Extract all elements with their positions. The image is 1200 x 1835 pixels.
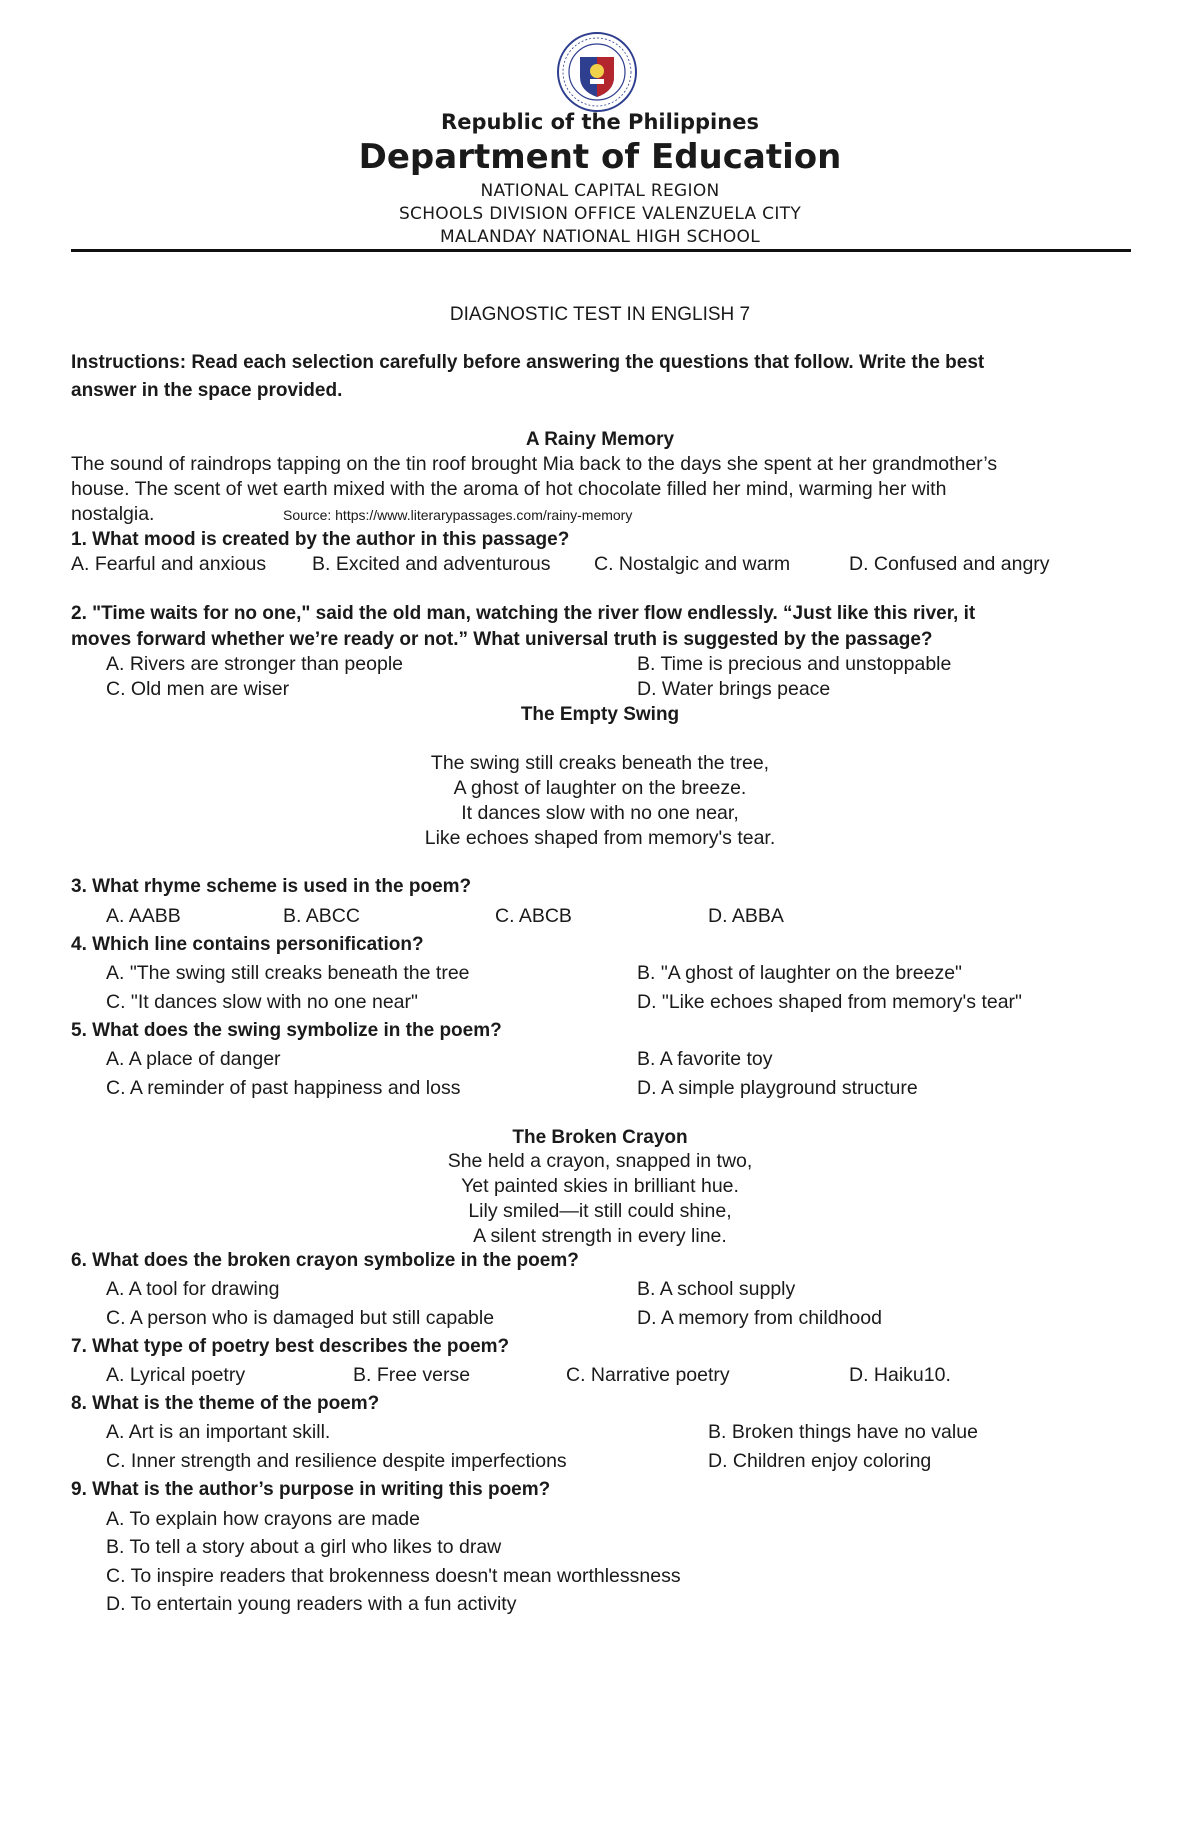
- instructions-line-1: Instructions: Read each selection carefully before answering the questions that follow. Write the best: [71, 352, 985, 373]
- question-7: 7. What type of poetry best describes the poem?: [71, 1336, 510, 1357]
- q7-choice-c: C. Narrative poetry: [566, 1364, 730, 1386]
- question-3: 3. What rhyme scheme is used in the poem?: [71, 876, 472, 897]
- question-2-line-1: 2. "Time waits for no one," said the old man, watching the river flow endlessly. “Just like this river, it: [71, 603, 976, 624]
- q3-choice-a: A. AABB: [106, 905, 181, 927]
- q1-choice-a: A. Fearful and anxious: [71, 553, 267, 575]
- q8-choice-b: B. Broken things have no value: [708, 1421, 978, 1443]
- q1-choice-b: B. Excited and adventurous: [312, 553, 551, 575]
- q7-choice-b: B. Free verse: [353, 1364, 471, 1386]
- region-text: NATIONAL CAPITAL REGION: [480, 181, 720, 201]
- q3-choice-b: B. ABCC: [283, 905, 360, 927]
- instructions-line-2: answer in the space provided.: [71, 380, 343, 401]
- q4-choice-c: C. "It dances slow with no one near": [106, 991, 418, 1013]
- selection-line-2: house. The scent of wet earth mixed with the aroma of hot chocolate filled her mind, warming her with: [71, 478, 947, 500]
- q6-choice-c: C. A person who is damaged but still capable: [106, 1307, 495, 1329]
- question-6: 6. What does the broken crayon symbolize in the poem?: [71, 1250, 579, 1271]
- header-divider: [71, 249, 1131, 252]
- school-text: MALANDAY NATIONAL HIGH SCHOOL: [440, 227, 760, 247]
- q4-choice-b: B. "A ghost of laughter on the breeze": [637, 962, 962, 984]
- selection-line-1: The sound of raindrops tapping on the tin roof brought Mia back to the days she spent at her grandmother’s: [71, 453, 998, 475]
- poem-1-line-3: It dances slow with no one near,: [461, 802, 739, 824]
- selection-line-3: nostalgia.: [71, 503, 155, 525]
- q8-choice-d: D. Children enjoy coloring: [708, 1450, 932, 1472]
- poem-2-line-2: Yet painted skies in brilliant hue.: [461, 1175, 739, 1197]
- q5-choice-d: D. A simple playground structure: [637, 1077, 918, 1099]
- q7-choice-d: D. Haiku10.: [849, 1364, 951, 1386]
- question-8: 8. What is the theme of the poem?: [71, 1393, 380, 1414]
- poem-2-line-3: Lily smiled—it still could shine,: [468, 1200, 732, 1222]
- division-text: SCHOOLS DIVISION OFFICE VALENZUELA CITY: [398, 204, 802, 224]
- q9-choice-c: C. To inspire readers that brokenness doesn't mean worthlessness: [106, 1565, 681, 1587]
- poem-1-title: The Empty Swing: [520, 704, 680, 725]
- q8-choice-a: A. Art is an important skill.: [106, 1421, 331, 1443]
- q2-choice-d: D. Water brings peace: [637, 678, 831, 700]
- q7-choice-a: A. Lyrical poetry: [106, 1364, 246, 1386]
- q5-choice-b: B. A favorite toy: [637, 1048, 773, 1070]
- question-5: 5. What does the swing symbolize in the poem?: [71, 1020, 502, 1041]
- q2-choice-a: A. Rivers are stronger than people: [106, 653, 403, 675]
- source-citation: Source: https://www.literarypassages.com/rainy-memory: [283, 507, 633, 523]
- q8-choice-c: C. Inner strength and resilience despite imperfections: [106, 1450, 567, 1472]
- poem-1-line-1: The swing still creaks beneath the tree,: [430, 752, 770, 774]
- question-1: 1. What mood is created by the author in this passage?: [71, 529, 570, 550]
- q5-choice-c: C. A reminder of past happiness and loss: [106, 1077, 461, 1099]
- q4-choice-a: A. "The swing still creaks beneath the tree: [106, 962, 470, 984]
- q3-choice-c: C. ABCB: [495, 905, 572, 927]
- republic-heading: Republic of the Philippines: [441, 110, 759, 134]
- poem-1-line-2: A ghost of laughter on the breeze.: [453, 777, 747, 799]
- q6-choice-d: D. A memory from childhood: [637, 1307, 882, 1329]
- q2-choice-c: C. Old men are wiser: [106, 678, 290, 700]
- poem-2-title: The Broken Crayon: [512, 1127, 688, 1148]
- q1-choice-c: C. Nostalgic and warm: [594, 553, 791, 575]
- q4-choice-d: D. "Like echoes shaped from memory's tear": [637, 991, 1022, 1013]
- poem-1-line-4: Like echoes shaped from memory's tear.: [424, 827, 776, 849]
- selection-title: A Rainy Memory: [525, 429, 675, 450]
- question-9: 9. What is the author’s purpose in writing this poem?: [71, 1479, 551, 1500]
- poem-2-line-4: A silent strength in every line.: [473, 1225, 727, 1247]
- q5-choice-a: A. A place of danger: [106, 1048, 281, 1070]
- q1-choice-d: D. Confused and angry: [849, 553, 1050, 575]
- test-title: DIAGNOSTIC TEST IN ENGLISH 7: [449, 304, 751, 325]
- q9-choice-b: B. To tell a story about a girl who likes to draw: [106, 1536, 502, 1558]
- q2-choice-b: B. Time is precious and unstoppable: [637, 653, 952, 675]
- q6-choice-a: A. A tool for drawing: [106, 1278, 280, 1300]
- poem-2-line-1: She held a crayon, snapped in two,: [447, 1150, 753, 1172]
- deped-seal-icon: [556, 31, 638, 113]
- q6-choice-b: B. A school supply: [637, 1278, 796, 1300]
- question-4: 4. Which line contains personification?: [71, 934, 424, 955]
- question-2-line-2: moves forward whether we’re ready or not.” What universal truth is suggested by the passage?: [71, 629, 933, 650]
- q9-choice-a: A. To explain how crayons are made: [106, 1508, 420, 1530]
- q9-choice-d: D. To entertain young readers with a fun activity: [106, 1593, 517, 1615]
- department-heading: Department of Education: [358, 137, 842, 177]
- q3-choice-d: D. ABBA: [708, 905, 784, 927]
